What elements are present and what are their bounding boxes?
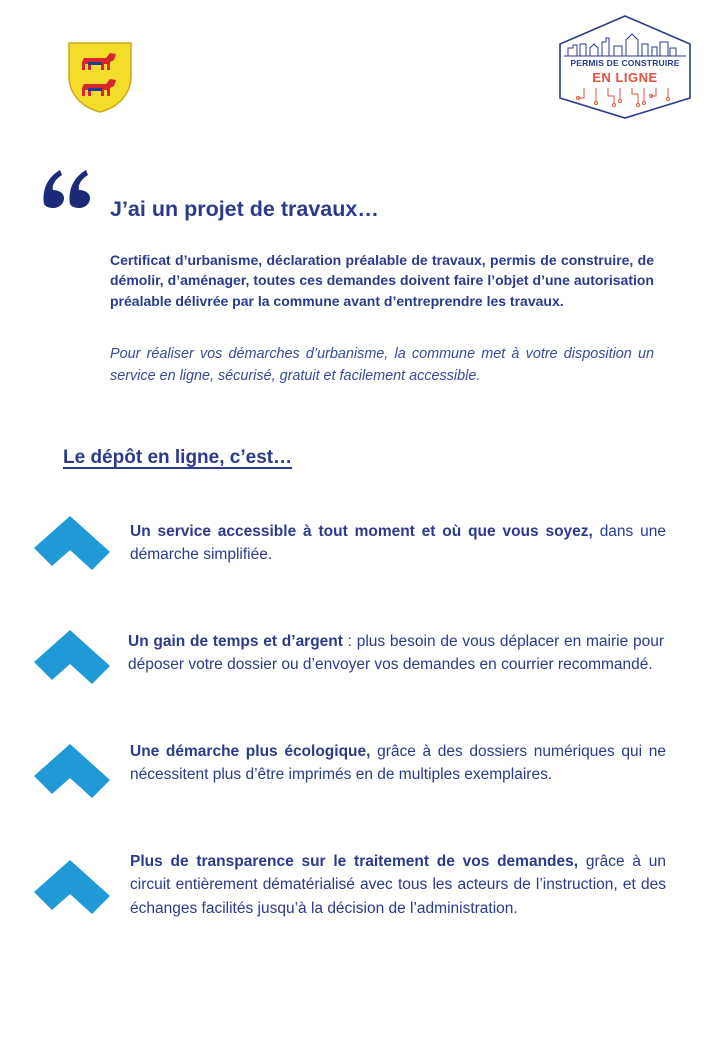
list-item bbox=[130, 850, 666, 920]
item-bold: Un service accessible à tout moment et où que vous soyez, bbox=[130, 523, 593, 540]
item-text: : plus besoin de vous déplacer en mairie pour déposer votre dossier ou d’envoyer vos demandes en courrier recommandé. bbox=[128, 633, 664, 674]
item-bold: Un gain de temps et d’argent bbox=[128, 633, 343, 650]
chevron-icon bbox=[34, 744, 110, 800]
item-bold: Plus de transparence sur le traitement de vos demandes, bbox=[130, 853, 579, 870]
intro-italic-paragraph: Pour réaliser vos démarches d’urbanisme, la commune met à votre disposition un service en ligne, sécurisé, gratuit et facilement accessible. bbox=[110, 346, 654, 384]
section-title: Le dépôt en ligne, c’est… bbox=[63, 447, 293, 468]
permis-logo bbox=[556, 14, 694, 120]
page-title: J’ai un projet de travaux… bbox=[110, 197, 379, 221]
intro-paragraph: Certificat d’urbanisme, déclaration préalable de travaux, permis de construire, de démolir, d’aménager, toutes ces demandes doivent faire l’objet d’une autorisation préalable délivrée par la commune avant d’entreprendre les travaux. bbox=[110, 252, 654, 309]
chevron-icon bbox=[34, 860, 110, 916]
item-bold: Une démarche plus écologique, bbox=[130, 743, 371, 760]
logo-line2: EN LIGNE bbox=[592, 70, 658, 85]
coat-of-arms-icon bbox=[66, 40, 134, 114]
item-text: grâce à des dossiers numériques qui ne nécessitent plus d’être imprimés en de multiples exemplaires. bbox=[130, 743, 666, 784]
chevron-icon bbox=[34, 630, 110, 686]
item-text: dans une démarche simplifiée. bbox=[130, 523, 666, 564]
quote-mark-icon bbox=[40, 160, 94, 210]
item-text: grâce à un circuit entièrement dématérialisé avec tous les acteurs de l’instruction, et des échanges facilités jusqu’à la décision de l’administration. bbox=[130, 853, 666, 917]
chevron-icon bbox=[34, 516, 110, 572]
list-item bbox=[130, 740, 666, 787]
list-item bbox=[130, 520, 666, 567]
logo-line1: PERMIS DE CONSTRUIRE bbox=[570, 58, 680, 68]
list-item bbox=[128, 630, 664, 677]
